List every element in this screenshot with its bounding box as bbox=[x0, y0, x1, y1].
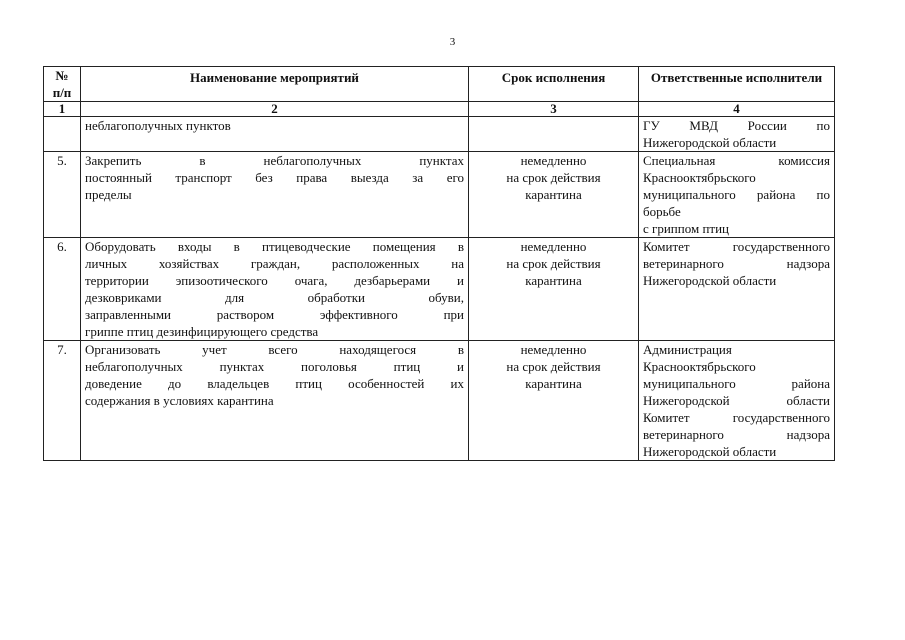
column-number-row bbox=[44, 102, 835, 117]
activity-name-line: гриппе птиц дезинфицирующего средства bbox=[85, 324, 319, 339]
column-number: 2 bbox=[81, 102, 469, 117]
activity-name-line: Оборудовать входы в птицеводческие помещения в bbox=[85, 239, 464, 254]
responsible-line: муниципального района по борьбе bbox=[643, 187, 830, 219]
row-number: 6. bbox=[44, 238, 81, 341]
header-deadline: Срок исполнения bbox=[469, 67, 639, 102]
responsible-line: Нижегородской области bbox=[643, 135, 777, 150]
responsible-line: Специальная комиссия bbox=[643, 153, 830, 168]
table-row bbox=[44, 238, 835, 341]
responsible-line: муниципального района bbox=[643, 376, 830, 391]
row-number bbox=[44, 117, 81, 152]
activity-name-line: Закрепить в неблагополучных пунктах bbox=[85, 153, 464, 168]
row-number: 5. bbox=[44, 152, 81, 238]
responsible-line: Краснооктябрьского bbox=[643, 359, 756, 374]
responsible-line: Администрация bbox=[643, 342, 732, 357]
responsible bbox=[639, 238, 835, 341]
responsible bbox=[639, 152, 835, 238]
activity-name-line: заправленными раствором эффективного при bbox=[85, 307, 464, 322]
responsible-line: Нижегородской области bbox=[643, 273, 777, 288]
responsible-line: Краснооктябрьского bbox=[643, 170, 756, 185]
column-number: 4 bbox=[639, 102, 835, 117]
activity-name-line: содержания в условиях карантина bbox=[85, 393, 274, 408]
deadline-line: немедленно bbox=[520, 239, 587, 254]
deadline bbox=[469, 117, 639, 152]
activity-name bbox=[81, 238, 469, 341]
activity-name bbox=[81, 341, 469, 461]
table-header-row bbox=[44, 67, 835, 102]
row-number: 7. bbox=[44, 341, 81, 461]
measures-table bbox=[43, 66, 835, 461]
header-activity-name: Наименование мероприятий bbox=[81, 67, 469, 102]
activity-name-line: неблагополучных пунктов bbox=[85, 118, 231, 133]
activity-name-line: пределы bbox=[85, 187, 132, 202]
column-number: 1 bbox=[44, 102, 81, 117]
page-number: 3 bbox=[449, 36, 456, 48]
column-number: 3 bbox=[469, 102, 639, 117]
activity-name-line: территории эпизоотического очага, дезбарьерами и bbox=[85, 273, 464, 288]
activity-name-line: Организовать учет всего находящегося в bbox=[85, 342, 464, 357]
deadline bbox=[469, 341, 639, 461]
activity-name bbox=[81, 152, 469, 238]
table-row bbox=[44, 152, 835, 238]
responsible-line: Комитет государственного bbox=[643, 410, 830, 425]
deadline-line: немедленно bbox=[520, 342, 587, 357]
responsible bbox=[639, 341, 835, 461]
responsible-line: ГУ МВД России по bbox=[643, 118, 830, 133]
activity-name bbox=[81, 117, 469, 152]
deadline-line: на срок действия bbox=[506, 256, 601, 271]
responsible-line: Нижегородской области bbox=[643, 393, 830, 408]
activity-name-line: личных хозяйствах граждан, расположенных на bbox=[85, 256, 464, 271]
header-number: № п/п bbox=[44, 67, 81, 102]
responsible-line: Комитет государственного bbox=[643, 239, 830, 254]
table-row bbox=[44, 341, 835, 461]
table-row bbox=[44, 117, 835, 152]
deadline-line: карантина bbox=[525, 187, 582, 202]
deadline bbox=[469, 152, 639, 238]
header-responsible: Ответственные исполнители bbox=[639, 67, 835, 102]
activity-name-line: постоянный транспорт без права выезда за его bbox=[85, 170, 464, 185]
deadline bbox=[469, 238, 639, 341]
activity-name-line: неблагополучных пунктах поголовья птиц и bbox=[85, 359, 464, 374]
activity-name-line: доведение до владельцев птиц особенностей их bbox=[85, 376, 464, 391]
deadline-line: карантина bbox=[525, 376, 582, 391]
responsible-line: ветеринарного надзора bbox=[643, 256, 830, 271]
deadline-line: на срок действия bbox=[506, 170, 601, 185]
responsible-line: ветеринарного надзора bbox=[643, 427, 830, 442]
deadline-line: немедленно bbox=[520, 153, 587, 168]
activity-name-line: дезковриками для обработки обуви, bbox=[85, 290, 464, 305]
deadline-line: карантина bbox=[525, 273, 582, 288]
deadline-line: на срок действия bbox=[506, 359, 601, 374]
responsible-line: Нижегородской области bbox=[643, 444, 777, 459]
responsible-line: с гриппом птиц bbox=[643, 221, 730, 236]
responsible bbox=[639, 117, 835, 152]
